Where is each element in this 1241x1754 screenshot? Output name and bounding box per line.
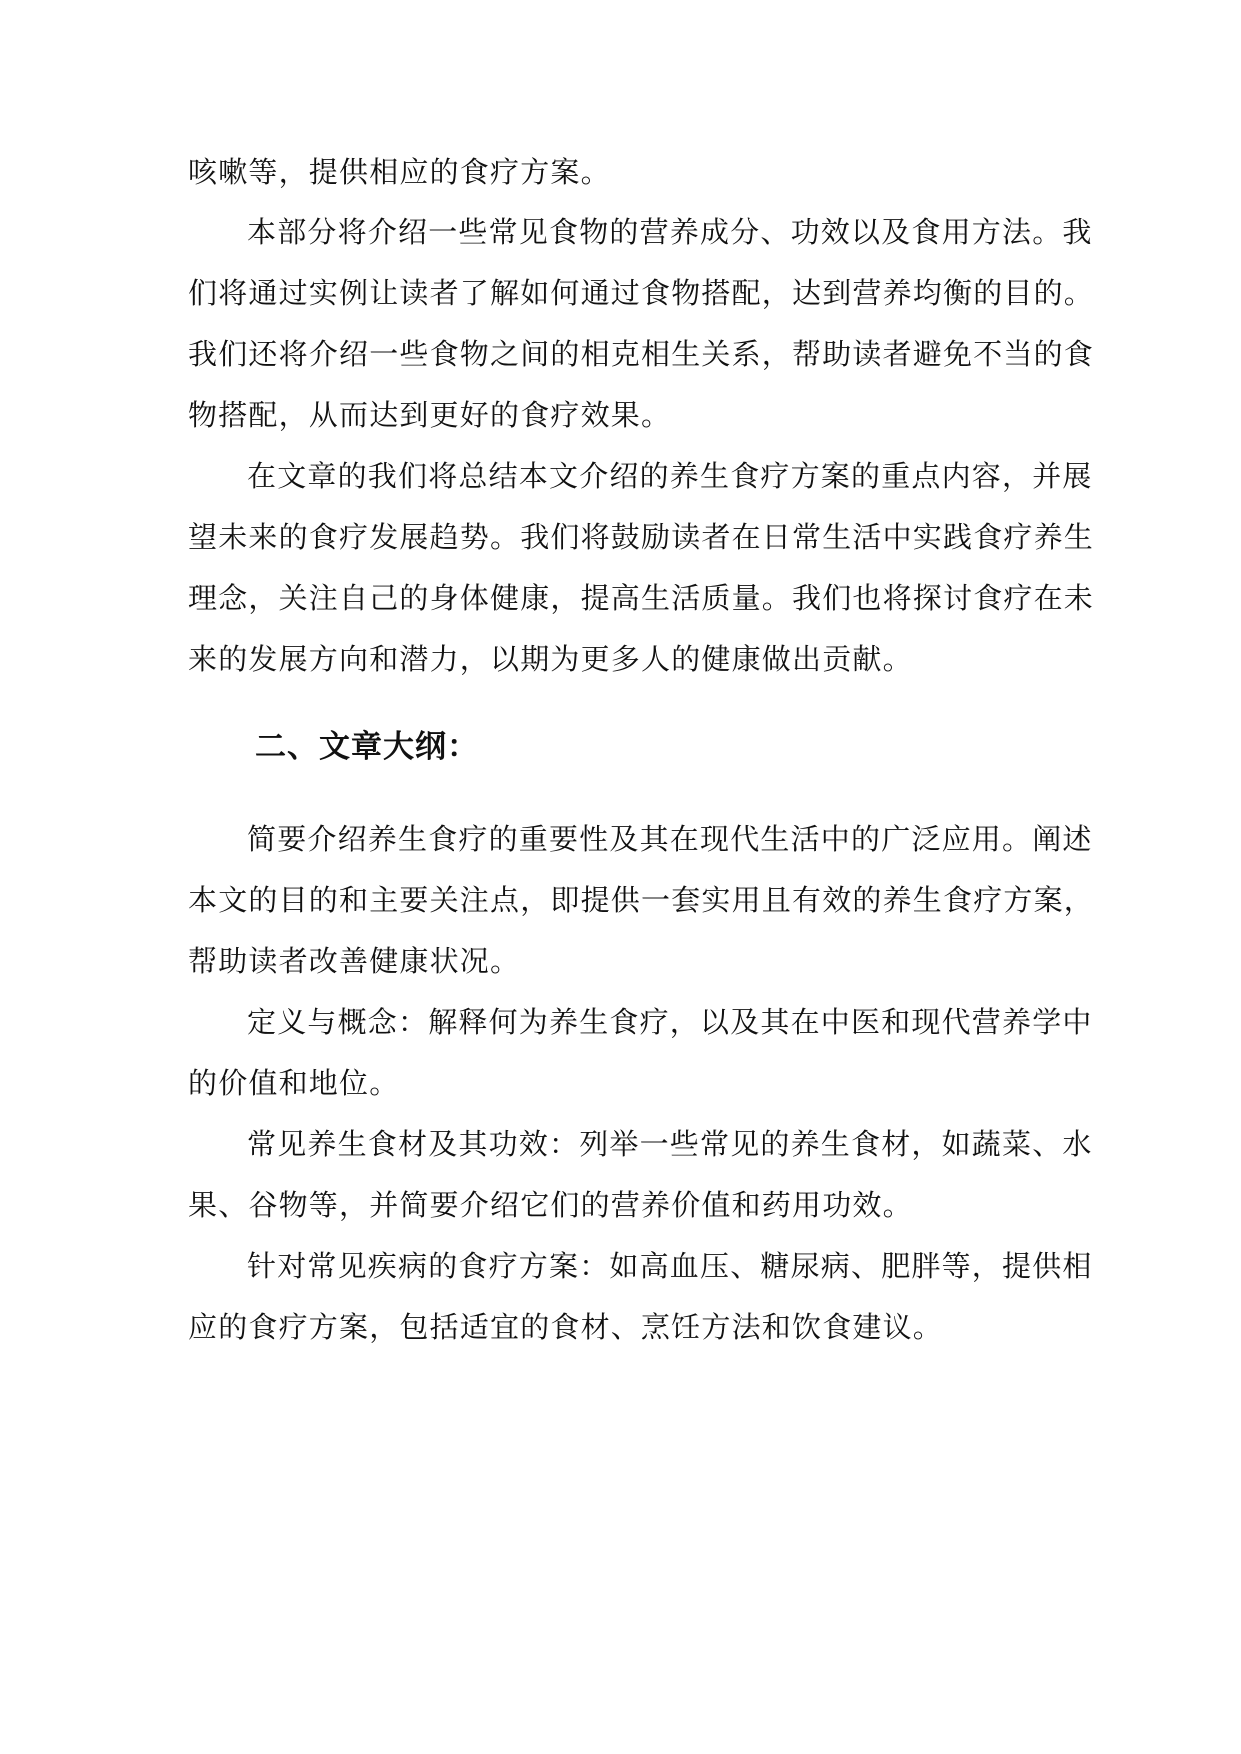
paragraph-line: 物搭配，从而达到更好的食疗效果。 <box>188 398 672 432</box>
outline-line: 常见养生食材及其功效：列举一些常见的养生食材，如蔬菜、水 <box>247 1127 1093 1161</box>
paragraph-line: 望未来的食疗发展趋势。我们将鼓励读者在日常生活中实践食疗养生 <box>188 520 1095 554</box>
outline-line: 应的食疗方案，包括适宜的食材、烹饪方法和饮食建议。 <box>188 1310 944 1344</box>
outline-line: 定义与概念：解释何为养生食疗，以及其在中医和现代营养学中 <box>247 1005 1093 1039</box>
outline-line: 的价值和地位。 <box>188 1066 400 1100</box>
paragraph-line: 咳嗽等，提供相应的食疗方案。 <box>188 155 611 189</box>
outline-line: 针对常见疾病的食疗方案：如高血压、糖尿病、肥胖等，提供相 <box>247 1249 1093 1283</box>
outline-line: 简要介绍养生食疗的重要性及其在现代生活中的广泛应用。阐述 <box>247 822 1093 856</box>
paragraph-line: 来的发展方向和潜力，以期为更多人的健康做出贡献。 <box>188 642 913 676</box>
outline-line: 果、谷物等，并简要介绍它们的营养价值和药用功效。 <box>188 1188 913 1222</box>
paragraph-line: 理念，关注自己的身体健康，提高生活质量。我们也将探讨食疗在未 <box>188 581 1095 615</box>
paragraph-line: 在文章的我们将总结本文介绍的养生食疗方案的重点内容，并展 <box>247 459 1093 493</box>
paragraph-line: 我们还将介绍一些食物之间的相克相生关系，帮助读者避免不当的食 <box>188 337 1095 371</box>
outline-line: 帮助读者改善健康状况。 <box>188 944 521 978</box>
paragraph-line: 们将通过实例让读者了解如何通过食物搭配，达到营养均衡的目的。 <box>188 276 1095 310</box>
section-heading: 二、文章大纲： <box>255 729 479 765</box>
outline-line: 本文的目的和主要关注点，即提供一套实用且有效的养生食疗方案， <box>188 883 1095 917</box>
paragraph-line: 本部分将介绍一些常见食物的营养成分、功效以及食用方法。我 <box>247 215 1093 249</box>
